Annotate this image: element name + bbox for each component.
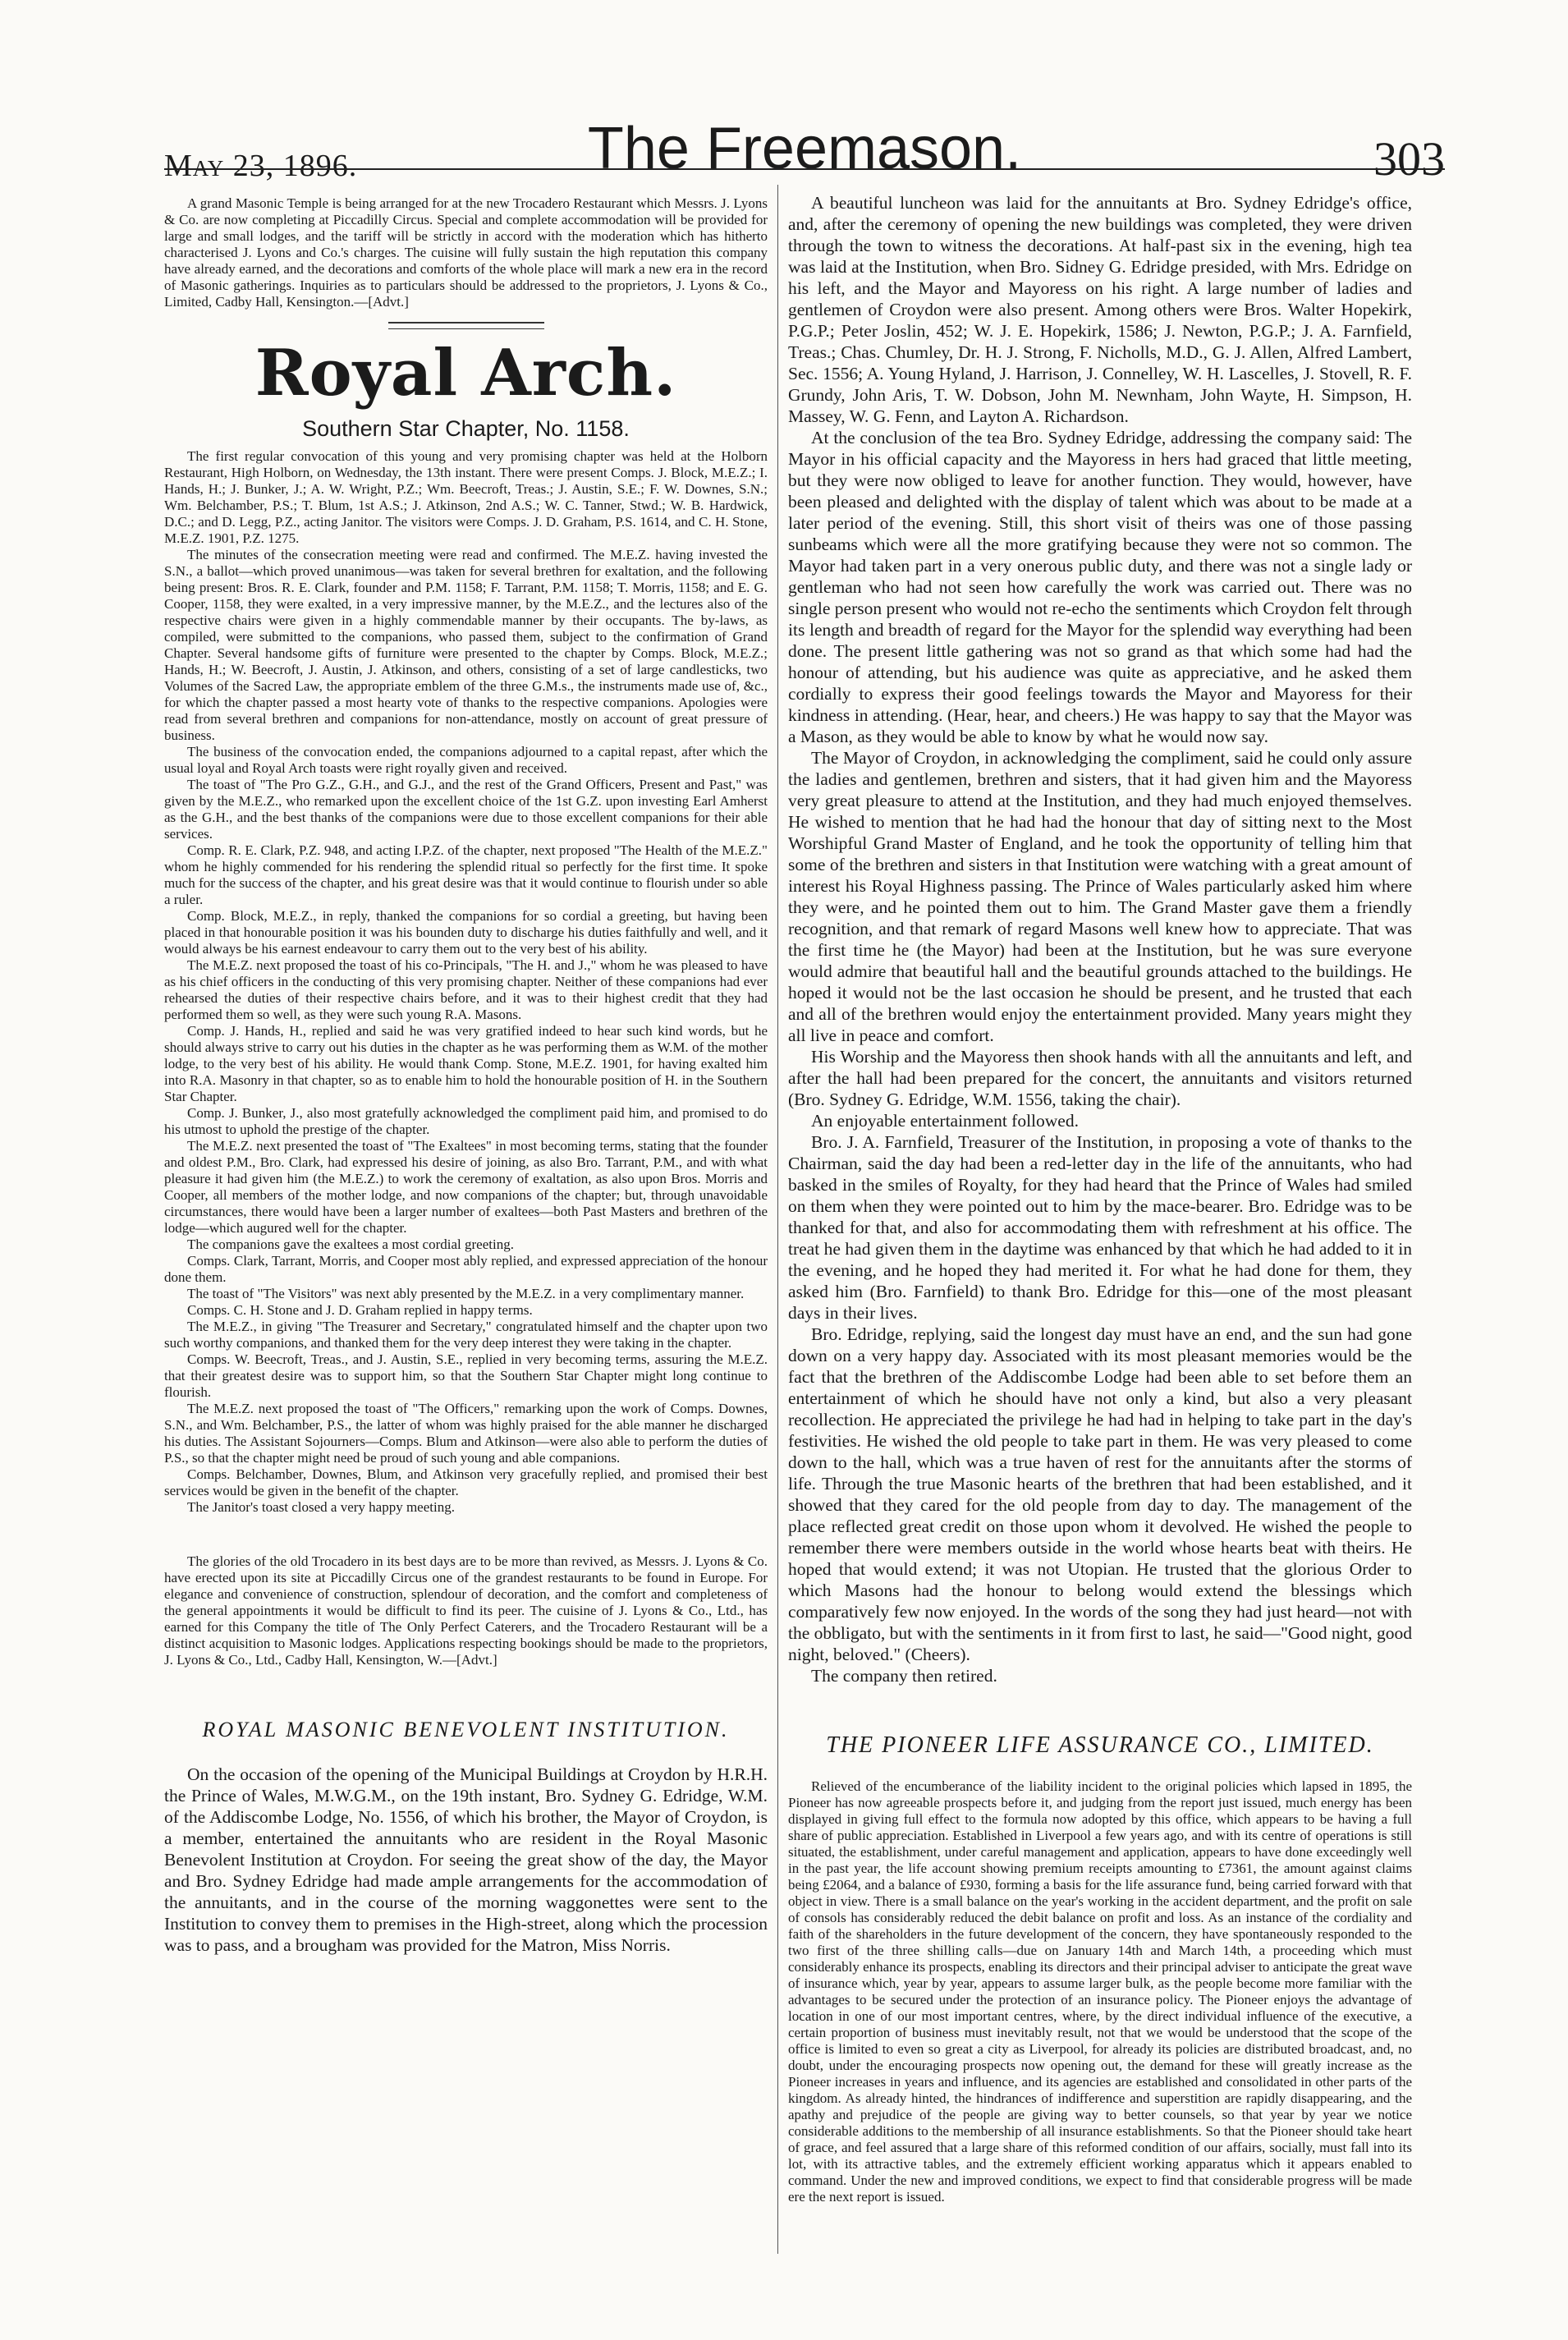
masthead-rule [164, 168, 1445, 170]
notice-paragraph: A grand Masonic Temple is being arranged for at the new Trocadero Restaurant which Messrs. J. Lyons & Co. are now completing at Piccadilly Circus. Special and complete accommodation will be provided for large and small lodges, and the tariff will be strictly in accord with the moderation which has hitherto characterised J. Lyons and Co.'s charges. The cuisine will fully sustain the high reputation this company have already earned, and the decorations and comforts of the whole place will mark a new era in the record of Masonic gatherings. Inquiries as to particulars should be addressed to the proprietors, J. Lyons & Co., Limited, Cadby Hall, Kensington.—[Advt.] [164, 195, 768, 310]
left-column [164, 181, 768, 1956]
right-column [788, 181, 1412, 2205]
issue-date: May 23, 1896. [164, 149, 358, 183]
chapter-paragraph: The toast of "The Visitors" was next ably presented by the M.E.Z. in a very complimentary manner. [187, 1286, 745, 1301]
column-divider [777, 185, 778, 2254]
section-rule [388, 322, 544, 323]
section-rule [388, 328, 544, 329]
trocadero-glories-notice [164, 1553, 768, 1668]
page-number: 303 [1373, 132, 1445, 186]
chapter-paragraph: The business of the convocation ended, the companions adjourned to a capital repast, after which the usual loyal and Royal Arch toasts were right royally given and received. [164, 744, 768, 776]
chapter-paragraph: Comp. J. Bunker, J., also most gratefully acknowledged the compliment paid him, and promised to do his utmost to uphold the prestige of the chapter. [164, 1105, 768, 1137]
story-paragraph: Bro. Edridge, replying, said the longest day must have an end, and the sun had gone down on a very happy day. Associated with its most pleasant memories would be the fact that the brethren of the Addiscombe Lodge had been able to set before them an entertainment of which he should have not only a kind, but also a very pleasant recollection. He appreciated the privilege he had had in helping to take part in the day's festivities. He wished the old people to take part in them. He was very pleased to come down to the hall, which was a true haven of rest for the annuitants after the storms of life. Through the true Masonic hearts of the brethren that had been established, and it showed that they cared for the old people from day to day. The management of the place reflected great credit on those upon whom it devolved. He wished the people to remember there were members outside in the world whose hearts beat with theirs. He hoped that would extend; it was not Utopian. He trusted that the glorious Order to which Masons had the honour to belong would extend the blessings which comparatively few now enjoyed. In the words of the song they had just heard—not with the obbligato, but with the sentiments in it from first to last, he said—"Good night, good night, beloved." (Cheers). [788, 1324, 1412, 1664]
chapter-paragraph: The Janitor's toast closed a very happy meeting. [187, 1499, 455, 1515]
pioneer-article [788, 1778, 1412, 2205]
story-paragraph: The Mayor of Croydon, in acknowledging the compliment, said he could only assure the ladies and gentlemen, brethren and sisters, that it had given him and the Mayoress very great pleasure to attend at the Institution, and they had much enjoyed themselves. He wished to mention that he had had the honour that day of sitting next to the Most Worshipful Grand Master of England, and he took the opportunity of telling him that some of the brethren and sisters in that Institution were watching with a great amount of interest his Royal Highness passing. The Prince of Wales particularly asked him where they were, and he pointed them out to him. The Grand Master gave them a friendly recognition, and that remark of regard Masons well knew how to appreciate. That was the first time he (the Mayor) had been at the Institution, but he was sure everyone would admire that beautiful hall and the beautiful grounds attached to the buildings. He hoped it would not be the last occasion he should be present, and he trusted that each and all of the brethren would enjoy the entertainment provided. Many years might they all live in peace and comfort. [788, 748, 1412, 1045]
chapter-paragraph: The M.E.Z. next proposed the toast of "The Officers," remarking upon the work of Comps. Downes, S.N., and Wm. Belchamber, P.S., the latter of whom was highly praised for the able manner he discharged his duties. The Assistant Sojourners—Comps. Blum and Atkinson—were also able to perform the duties of P.S., so that the chapter might need be proud of such young and able companions. [164, 1401, 768, 1466]
chapter-paragraph: Comps. C. H. Stone and J. D. Graham replied in happy terms. [187, 1302, 533, 1318]
story-paragraph: A beautiful luncheon was laid for the annuitants at Bro. Sydney Edridge's office, and, after the ceremony of opening the new buildings was completed, they were driven through the town to witness the decorations. At half-past six in the evening, high tea was laid at the Institution, when Bro. Sidney G. Edridge presided, with Mrs. Edridge on his left, and the Mayor and Mayoress on his right. A large number of ladies and gentlemen of Croydon were also present. Among others were Bros. Walter Hopekirk, P.G.P.; Peter Joslin, 452; W. J. E. Hopekirk, 1586; J. Newton, P.G.P.; J. A. Farnfield, Treas.; Chas. Chumley, Dr. H. J. Strong, F. Nicholls, M.D., G. J. Allen, Alfred Lambert, Sec. 1556; A. Young Hyland, J. Harrison, J. Connelley, W. H. Lascelles, J. Stovell, R. F. Grundy, John Aris, T. W. Dobson, John M. Newnham, John Wayte, H. Simpson, H. Massey, W. G. Fenn, and Layton A. Richardson. [788, 193, 1412, 426]
story-paragraph: Bro. J. A. Farnfield, Treasurer of the Institution, in proposing a vote of thanks to the Chairman, said the day had been a red-letter day in the life of the annuitants, who had basked in the smiles of Royalty, for they had heard that the Prince of Wales had smiled on them when they were pointed out to him by the mace-bearer. Bro. Edridge was to be thanked for that, and also for accommodating them with refreshment at his office. The treat he had given them in the daytime was enhanced by that which he had added to it in the evening, and he hoped they had merited it. For what he had done for them, they asked him (Bro. Farnfield) to thank Bro. Edridge for this—one of the most pleasant days in their lives. [788, 1132, 1412, 1323]
publication-title: The Freemason. [587, 116, 1022, 181]
chapter-paragraph: The M.E.Z., in giving "The Treasurer and Secretary," congratulated himself and the chapter upon two such worthy companions, and thanked them for the very deep interest they were taking in the chapter. [164, 1319, 768, 1351]
masthead [164, 115, 1445, 186]
croydon-story [788, 192, 1412, 1686]
pioneer-title: THE PIONEER LIFE ASSURANCE CO., LIMITED. [826, 1732, 1374, 1758]
story-paragraph: An enjoyable entertainment followed. [811, 1111, 1079, 1131]
notice-paragraph: The glories of the old Trocadero in its best days are to be more than revived, as Messrs. J. Lyons & Co. have erected upon its site at Piccadilly Circus one of the grandest restaurants to be found in Europe. For elegance and convenience of construction, splendour of decoration, and the comfort and completeness of the general appointments it would be difficult to find its peer. The cuisine of J. Lyons & Co., Ltd., has earned for this Company the title of The Only Perfect Caterers, and the Trocadero Restaurant will be a distinct acquisition to Masonic lodges. Applications respecting bookings should be made to the proprietors, J. Lyons & Co., Ltd., Cadby Hall, Kensington, W.—[Advt.] [164, 1553, 768, 1668]
chapter-paragraph: Comps. Clark, Tarrant, Morris, and Cooper most ably replied, and expressed appreciation of the honour done them. [164, 1253, 768, 1285]
story-paragraph: The company then retired. [811, 1666, 997, 1686]
chapter-heading: Southern Star Chapter, No. 1158. [302, 416, 630, 441]
rmbi-title: ROYAL MASONIC BENEVOLENT INSTITUTION. [202, 1718, 730, 1741]
chapter-paragraph: Comp. J. Hands, H., replied and said he was very gratified indeed to hear such kind words, but he should always strive to carry out his duties in the chapter as he was performing them as W.M. of the mother lodge, to the very best of his ability. He would thank Comp. Stone, M.E.Z. 1901, for having exalted him into R.A. Masonry in that chapter, so as to enable him to hold the honourable position of H. in the Southern Star Chapter. [164, 1023, 768, 1104]
chapter-report [164, 448, 768, 1516]
chapter-paragraph: The minutes of the consecration meeting were read and confirmed. The M.E.Z. having invested the S.N., a ballot—which proved unanimous—was taken for several brethren for exaltation, and the following being present: Bros. R. E. Clark, founder and P.M. 1158; F. Tarrant, P.M. 1158; T. Morris, 1158; and E. G. Cooper, 1158, they were exalted, in a very impressive manner, by the M.E.Z., and the lectures also of the respective chairs were given in a highly commendable manner by their occupants. The by-laws, as compiled, were submitted to the companions, who passed them, subject to the confirmation of Grand Chapter. Several handsome gifts of furniture were presented to the chapter by Comps. Block, M.E.Z.; Hands, H.; W. Beecroft, J. Austin, J. Atkinson, and others, consisting of a set of large candlesticks, two Volumes of the Sacred Law, the appropriate emblem of the three G.M.s., the instruments made use of, &c., for which the chapter passed a most hearty vote of thanks to the respective companions. Apologies were read from several brethren and companions for non-attendance, mostly on account of great pressure of business. [164, 547, 768, 743]
chapter-paragraph: Comp. R. E. Clark, P.Z. 948, and acting I.P.Z. of the chapter, next proposed "The Health of the M.E.Z." whom he highly commended for his rendering the splendid ritual so perfectly for the first time. It spoke much for the success of the chapter, and his great desire was that it would continue to flourish under so able a ruler. [164, 842, 768, 907]
pioneer-paragraph: Relieved of the encumberance of the liability incident to the original policies which lapsed in 1895, the Pioneer has now agreeable prospects before it, and judging from the report just issued, much energy has been displayed in giving full effect to the formula now adopted by this office, which appears to be having a full share of public appreciation. Established in Liverpool a few years ago, and with its centre of operations is still situated, the establishment, under careful management and application, appears to have done exceedingly well in the past year, the life account showing premium receipts amounting to £7361, the amount against claims being £2064, and a balance of £930, forming a basis for the life assurance fund, being carried forward with that object in view. There is a small balance on the year's working in the accident department, and the profit on sale of consols has considerably reduced the debit balance on profit and loss. As an instance of the cordiality and faith of the shareholders in the future development of the concern, they have spontaneously responded to the two first of the three shilling calls—due on January 14th and March 14th, a proceeding which must considerably enhance its prospects, enabling its directors and their principal adviser to anticipate the great wave of insurance which, year by year, appears to assume larger bulk, as the people become more familiar with the advantages to be secured under the protection of an insurance policy. The Pioneer enjoys the advantage of location in one of our most important centres, where, by the direct individual influence of the executive, a certain proportion of business must inevitably result, not that we would be understood that the scope of the office is limited to even so great a city as Liverpool, for already its policies are distributed broadcast, and, no doubt, under the encouraging prospects now opening out, the demand for these will greatly increase as the Pioneer increases in years and influence, and its agencies are established and consolidated in other parts of the kingdom. As already hinted, the hindrances of indifference and superstition are rapidly disappearing, and the apathy and prejudice of the people are giving way to better counsels, so that year by year we notice considerable additions to the membership of all insurance establishments. So that the Pioneer should take heart of grace, and feel assured that a large share of this reformed condition of our affairs, socially, must fall into its lot, with its attractive tables, and the extremely efficient working apparatus which it appears enabled to command. Under the new and improved conditions, we expect to find that considerable progress will be made ere the next report is issued. [788, 1778, 1412, 2205]
chapter-paragraph: Comps. Belchamber, Downes, Blum, and Atkinson very gracefully replied, and promised their best services would be given in the benefit of the chapter. [164, 1466, 768, 1498]
chapter-paragraph: The companions gave the exaltees a most cordial greeting. [187, 1237, 514, 1252]
rmbi-paragraph: On the occasion of the opening of the Municipal Buildings at Croydon by H.R.H. the Prince of Wales, M.W.G.M., on the 19th instant, Bro. Sydney G. Edridge, W.M. of the Addiscombe Lodge, No. 1556, of which his brother, the Mayor of Croydon, is a member, entertained the annuitants who are resident in the Royal Masonic Benevolent Institution at Croydon. For seeing the great show of the day, the Mayor and Bro. Sydney Edridge had made ample arrangements for the accommodation of the annuitants, and in the course of the morning waggonettes were sent to the Institution to convey them to premises in the High-street, along which the procession was to pass, and a brougham was provided for the Matron, Miss Norris. [164, 1764, 768, 1955]
chapter-paragraph: Comp. Block, M.E.Z., in reply, thanked the companions for so cordial a greeting, but having been placed in that honourable position it was his bounden duty to discharge his duties faithfully and well, and it would always be his earnest endeavour to carry them out to the very best of his ability. [164, 908, 768, 957]
royal-arch-heading: Royal Arch. [254, 336, 677, 411]
trocadero-temple-notice [164, 195, 768, 310]
story-paragraph: At the conclusion of the tea Bro. Sydney Edridge, addressing the company said: The Mayor in his official capacity and the Mayoress in hers had graced that little meeting, but they were now obliged to leave for another function. They would, however, have been pleased and delighted with the display of talent which was about to be made at a later period of the evening. Still, this short visit of theirs was one of those passing sunbeams which were all the more gratifying because they were not so common. The Mayor had taken part in a very onerous public duty, and there was not a single lady or gentleman who had not seen how carefully the work was carried out. There was no single person present who would not re-echo the sentiments which Croydon felt through its length and breadth of regard for the Mayor for the splendid way everything had been done. The present little gathering was not so grand as that which some had had the honour of attending, but his audience was quite as appreciative, and he asked them cordially to express their good feelings towards the Mayor and Mayoress for their kindness in attending. (Hear, hear, and cheers.) He was happy to say that the Mayor was a Mason, as they would be able to know by what he would now say. [788, 428, 1412, 746]
chapter-paragraph: The toast of "The Pro G.Z., G.H., and G.J., and the rest of the Grand Officers, Present and Past," was given by the M.E.Z., who remarked upon the excellent choice of the 1st G.Z. upon investing Earl Amherst as the G.H., and the best thanks of the companions were due to those excellent companions for their able services. [164, 777, 768, 842]
chapter-paragraph: The first regular convocation of this young and very promising chapter was held at the Holborn Restaurant, High Holborn, on Wednesday, the 13th instant. There were present Comps. J. Block, M.E.Z.; I. Hands, H.; J. Bunker, J.; A. W. Wright, P.Z.; Wm. Beecroft, Treas.; J. Austin, S.E.; F. W. Downes, S.N.; Wm. Belchamber, P.S.; T. Blum, 1st A.S.; J. Atkinson, 2nd A.S.; W. C. Tanner, Stwd.; W. B. Hardwick, D.C.; and D. Legg, P.Z., acting Janitor. The visitors were Comps. J. D. Graham, P.S. 1614, and C. H. Stone, M.E.Z. 1901, P.Z. 1275. [164, 448, 768, 546]
story-paragraph: His Worship and the Mayoress then shook hands with all the annuitants and left, and after the hall had been prepared for the concert, the annuitants and visitors returned (Bro. Sydney G. Edridge, W.M. 1556, taking the chair). [788, 1047, 1412, 1109]
chapter-paragraph: The M.E.Z. next proposed the toast of his co-Principals, "The H. and J.," whom he was pleased to have as his chief officers in the conducting of this very promising chapter. Neither of these companions had ever rehearsed the duties of their respective chairs before, and it was to their highest credit that they had performed them so well, as they were such young R.A. Masons. [164, 957, 768, 1022]
rmbi-article [164, 1764, 768, 1956]
chapter-paragraph: Comps. W. Beecroft, Treas., and J. Austin, S.E., replied in very becoming terms, assuring the M.E.Z. that their greatest desire was to support him, so that the Southern Star Chapter might long continue to flourish. [164, 1351, 768, 1400]
chapter-paragraph: The M.E.Z. next presented the toast of "The Exaltees" in most becoming terms, stating that the founder and oldest P.M., Bro. Clark, had expressed his desire of joining, as also Bro. Tarrant, P.M., and with what pleasure it had given him (the M.E.Z.) to work the ceremony of exaltation, as also upon Bros. Morris and Cooper, all members of the mother lodge, and now companions of the chapter; but, through unavoidable circumstances, there would have been a larger number of exaltees—both Past Masters and brethren of the lodge—which augured well for the chapter. [164, 1138, 768, 1236]
